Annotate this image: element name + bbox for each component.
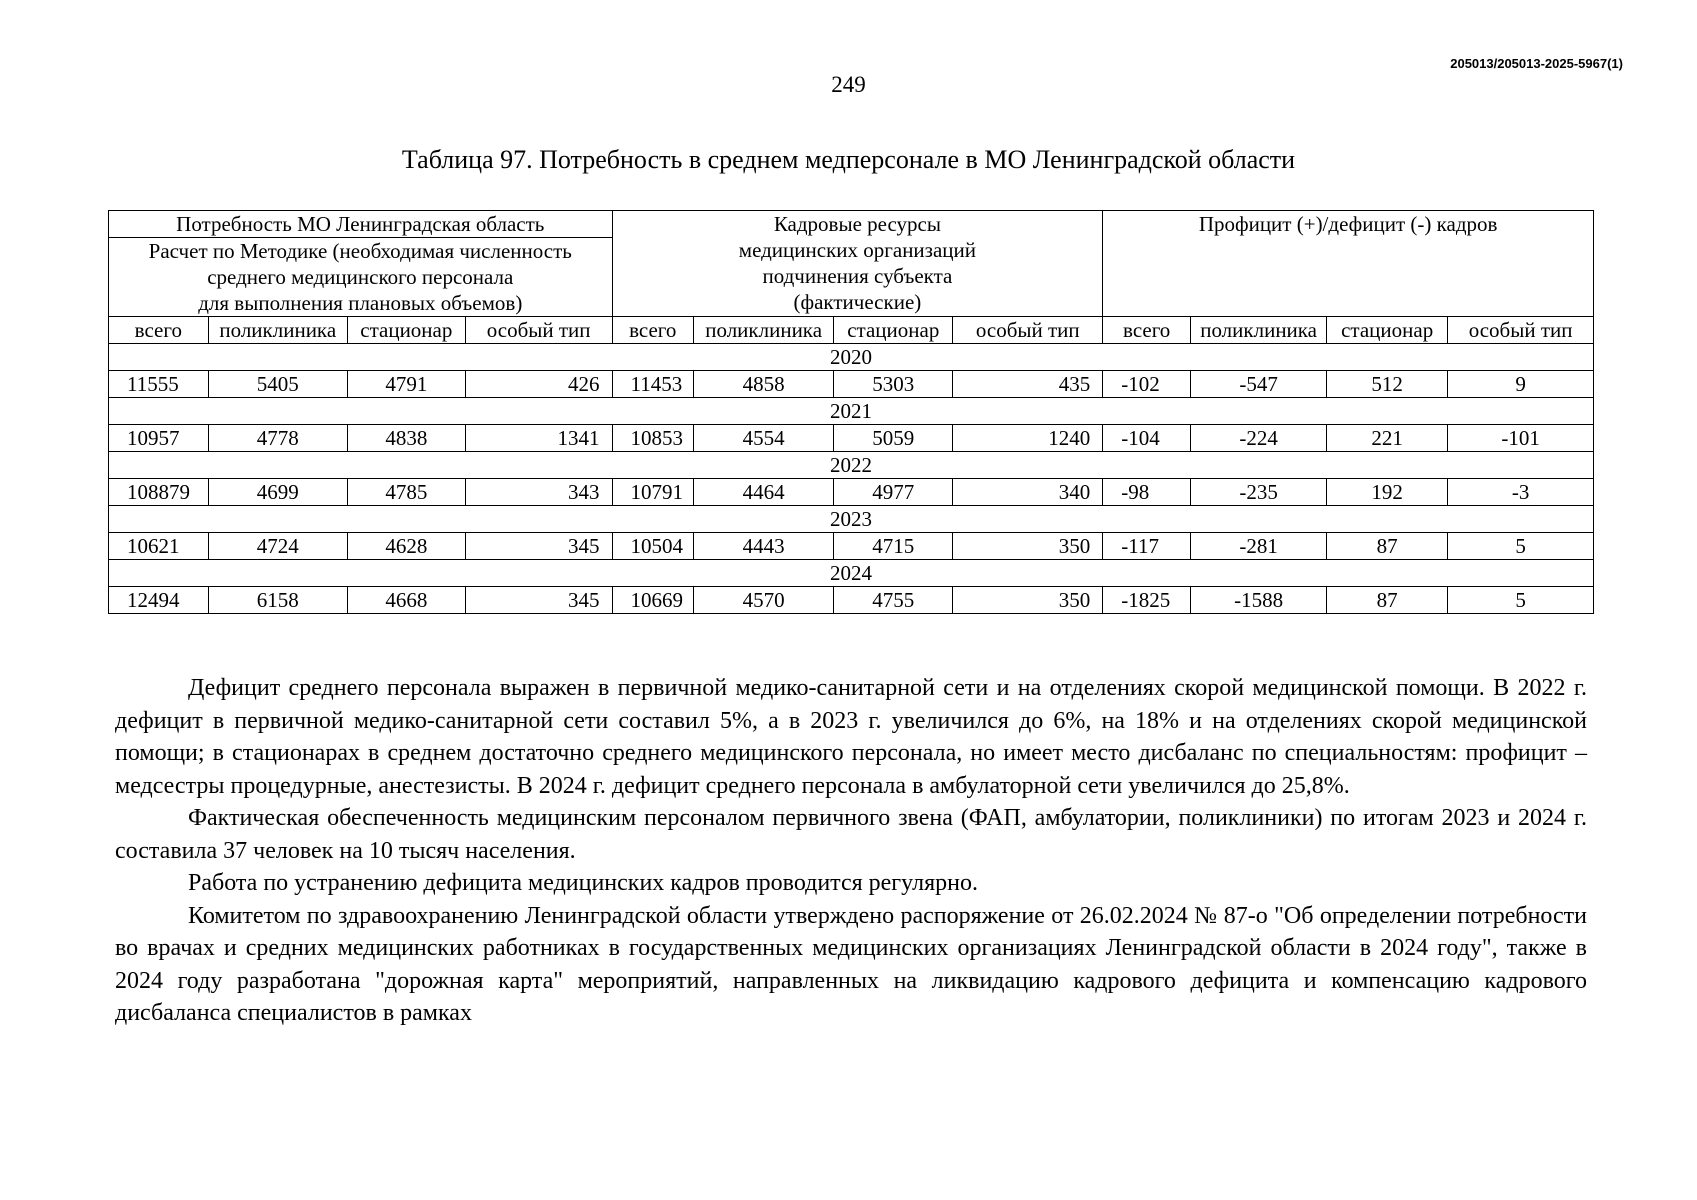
- table-cell: 11555: [109, 371, 209, 398]
- year-label: 2020: [109, 344, 1594, 371]
- table-cell: 350: [953, 533, 1103, 560]
- table-cell: 5: [1448, 587, 1594, 614]
- table-row: [109, 587, 1594, 614]
- group-header-resources-sub-2: подчинения субъекта: [762, 264, 953, 288]
- column-header: поликлиника: [208, 317, 347, 344]
- year-label: 2024: [109, 560, 1594, 587]
- column-header: особый тип: [953, 317, 1103, 344]
- table-cell: 4791: [347, 371, 465, 398]
- paragraph-3: Работа по устранению дефицита медицинских кадров проводится регулярно.: [188, 870, 978, 896]
- group-header-balance: Профицит (+)/дефицит (-) кадров: [1103, 211, 1594, 317]
- paragraph-4: Комитетом по здравоохранению Ленинградской области утверждено распоряжение от 26.02.2024 № 87-о "Об определении потребности во врачах и средних медицинских работниках в государственных медицинских организациях Ленинградской области в 2024 году", также в 2024 году разработана "дорожная карта" мероприятий, направленных на ликвидацию кадрового дефицита и компенсацию кадрового дисбаланса специалистов в рамках: [115, 902, 1587, 1026]
- column-header: особый тип: [1448, 317, 1594, 344]
- table-cell: -102: [1103, 371, 1191, 398]
- table-cell: -281: [1191, 533, 1327, 560]
- table-row: [109, 371, 1594, 398]
- table-cell: 4628: [347, 533, 465, 560]
- table-cell: 4443: [693, 533, 833, 560]
- group-header-resources: [612, 211, 1103, 317]
- table-cell: 10504: [612, 533, 693, 560]
- paragraph-2: Фактическая обеспеченность медицинским персоналом первичного звена (ФАП, амбулатории, поликлиники) по итогам 2023 и 2024 г. составила 37 человек на 10 тысяч населения.: [115, 805, 1587, 864]
- year-row: [109, 506, 1594, 533]
- table-cell: 4724: [208, 533, 347, 560]
- page-number: 249: [831, 72, 866, 97]
- column-header: всего: [612, 317, 693, 344]
- table-cell: 87: [1327, 533, 1448, 560]
- group-header-demand-sub: [109, 238, 613, 317]
- table-cell: -1825: [1103, 587, 1191, 614]
- column-header-row: [109, 317, 1594, 344]
- table-cell: -101: [1448, 425, 1594, 452]
- table-cell: 426: [465, 371, 612, 398]
- table-cell: 512: [1327, 371, 1448, 398]
- table-cell: 4778: [208, 425, 347, 452]
- table-cell: 345: [465, 587, 612, 614]
- table-cell: 4570: [693, 587, 833, 614]
- table-cell: 4715: [834, 533, 953, 560]
- table-cell: 4785: [347, 479, 465, 506]
- table-cell: 435: [953, 371, 1103, 398]
- table-cell: 5059: [834, 425, 953, 452]
- table-cell: 4464: [693, 479, 833, 506]
- column-header: особый тип: [465, 317, 612, 344]
- table-cell: 1341: [465, 425, 612, 452]
- table-cell: 4554: [693, 425, 833, 452]
- group-header-demand-sub-2: среднего медицинского персонала: [207, 265, 514, 289]
- group-header-demand-sub-3: для выполнения плановых объемов): [198, 291, 523, 315]
- document-id: 205013/205013-2025-5967(1): [1450, 56, 1623, 71]
- column-header: стационар: [834, 317, 953, 344]
- table-cell: 340: [953, 479, 1103, 506]
- table-cell: 5405: [208, 371, 347, 398]
- table-cell: 4838: [347, 425, 465, 452]
- table-cell: 10791: [612, 479, 693, 506]
- table-cell: 108879: [109, 479, 209, 506]
- column-header: стационар: [1327, 317, 1448, 344]
- column-header: стационар: [347, 317, 465, 344]
- table-cell: 87: [1327, 587, 1448, 614]
- table-cell: -235: [1191, 479, 1327, 506]
- table-row: [109, 533, 1594, 560]
- table-cell: 4755: [834, 587, 953, 614]
- year-row: [109, 452, 1594, 479]
- table-cell: 5303: [834, 371, 953, 398]
- body-text: [115, 672, 1587, 1030]
- table-cell: -3: [1448, 479, 1594, 506]
- table-cell: 4858: [693, 371, 833, 398]
- column-header: всего: [1103, 317, 1191, 344]
- table-cell: 4699: [208, 479, 347, 506]
- table-cell: 4668: [347, 587, 465, 614]
- table-cell: -98: [1103, 479, 1191, 506]
- table-cell: 1240: [953, 425, 1103, 452]
- table-cell: -1588: [1191, 587, 1327, 614]
- year-row: [109, 344, 1594, 371]
- table-cell: -547: [1191, 371, 1327, 398]
- table-cell: 350: [953, 587, 1103, 614]
- table-row: [109, 425, 1594, 452]
- table-title: Таблица 97. Потребность в среднем медперсонале в МО Ленинградской области: [401, 145, 1296, 174]
- column-header: поликлиника: [1191, 317, 1327, 344]
- table-cell: 4977: [834, 479, 953, 506]
- table-cell: -117: [1103, 533, 1191, 560]
- table-cell: 345: [465, 533, 612, 560]
- group-header-demand: Потребность МО Ленинградская область: [109, 211, 613, 238]
- staffing-table: [108, 210, 1594, 614]
- table-cell: 9: [1448, 371, 1594, 398]
- table-cell: 10853: [612, 425, 693, 452]
- table-cell: -224: [1191, 425, 1327, 452]
- group-header-resources-sub-3: (фактические): [793, 290, 922, 314]
- year-label: 2021: [109, 398, 1594, 425]
- table-cell: 221: [1327, 425, 1448, 452]
- group-header-resources-sub-1: медицинских организаций: [738, 238, 977, 262]
- table-cell: 10669: [612, 587, 693, 614]
- table-cell: 5: [1448, 533, 1594, 560]
- column-header: всего: [109, 317, 209, 344]
- year-row: [109, 560, 1594, 587]
- paragraph-1: Дефицит среднего персонала выражен в первичной медико-санитарной сети и на отделениях скорой медицинской помощи. В 2022 г. дефицит в первичной медико-санитарной сети составил 5%, а в 2023 г. увеличился до 6%, на 18% и на отделениях скорой медицинской помощи; в стационарах в среднем достаточно среднего медицинского персонала, но имеет место дисбаланс по специальностям: профицит – медсестры процедурные, анестезисты. В 2024 г. дефицит среднего персонала в амбулаторной сети увеличился до 25,8%.: [115, 675, 1587, 799]
- year-row: [109, 398, 1594, 425]
- group-header-demand-sub-1: Расчет по Методике (необходимая численность: [148, 239, 572, 263]
- table-cell: 10957: [109, 425, 209, 452]
- column-header: поликлиника: [693, 317, 833, 344]
- table-cell: -104: [1103, 425, 1191, 452]
- table-cell: 192: [1327, 479, 1448, 506]
- group-header-resources-top: Кадровые ресурсы: [773, 212, 941, 236]
- table-cell: 6158: [208, 587, 347, 614]
- group-header-row: [109, 211, 1594, 238]
- table-cell: 10621: [109, 533, 209, 560]
- table-row: [109, 479, 1594, 506]
- table-cell: 343: [465, 479, 612, 506]
- year-label: 2022: [109, 452, 1594, 479]
- table-cell: 12494: [109, 587, 209, 614]
- table-cell: 11453: [612, 371, 693, 398]
- year-label: 2023: [109, 506, 1594, 533]
